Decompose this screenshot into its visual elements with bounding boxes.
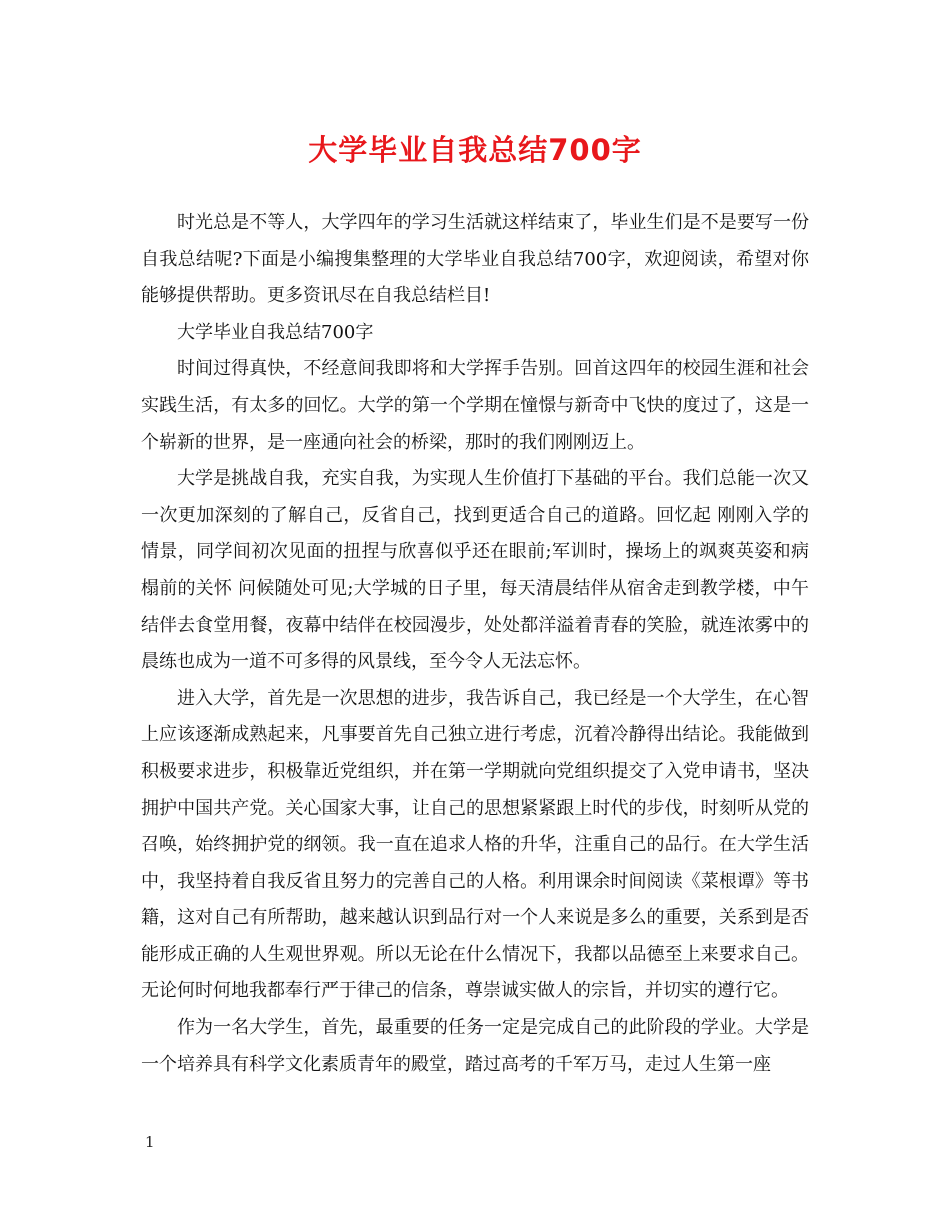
paragraph-intro: 时光总是不等人，大学四年的学习生活就这样结束了，毕业生们是不是要写一份自我总结呢?下面是小编搜集整理的大学毕业自我总结700字，欢迎阅读，希望对你能够提供帮助。更多资讯尽在自我总结栏目! (141, 212, 809, 307)
paragraph-4: 作为一名大学生，首先，最重要的任务一定是完成自己的此阶段的学业。大学是一个培养具有科学文化素质青年的殿堂，踏过高考的千军万马，走过人生第一座 (141, 1017, 809, 1075)
document-title: 大学毕业自我总结700字 (308, 133, 642, 167)
document-body (141, 205, 809, 1083)
paragraph-subtitle: 大学毕业自我总结700字 (177, 321, 374, 343)
paragraph-1: 时间过得真快，不经意间我即将和大学挥手告别。回首这四年的校园生涯和社会实践生活，有太多的回忆。大学的第一个学期在憧憬与新奇中飞快的度过了，这是一个崭新的世界，是一座通向社会的桥梁，那时的我们刚刚迈上。 (141, 358, 809, 453)
paragraph-2: 大学是挑战自我，充实自我，为实现人生价值打下基础的平台。我们总能一次又一次更加深刻的了解自己，反省自己，找到更适合自己的道路。回忆起 刚刚入学的情景，同学间初次见面的扭捏与欣喜似乎还在眼前;军训时，操场上的飒爽英姿和病榻前的关怀 问候随处可见;大学城的日子里，每天清晨结伴从宿舍走到教学楼，中午结伴去食堂用餐，夜幕中结伴在校园漫步，处处都洋溢着青春的笑脸，就连浓雾中的晨练也成为一道不可多得的风景线，至今令人无法忘怀。 (141, 468, 809, 673)
paragraph-3: 进入大学，首先是一次思想的进步，我告诉自己，我已经是一个大学生，在心智上应该逐渐成熟起来，凡事要首先自己独立进行考虑，沉着冷静得出结论。我能做到积极要求进步，积极靠近党组织，并在第一学期就向党组织提交了入党申请书，坚决拥护中国共产党。关心国家大事，让自己的思想紧紧跟上时代的步伐，时刻听从党的召唤，始终拥护党的纲领。我一直在追求人格的升华，注重自己的品行。在大学生活中，我坚持着自我反省且努力的完善自己的人格。利用课余时间阅读《菜根谭》等书籍，这对自己有所帮助，越来越认识到品行对一个人来说是多么的重要，关系到是否能形成正确的人生观世界观。所以无论在什么情况下，我都以品德至上来要求自己。无论何时何地我都奉行严于律己的信条，尊崇诚实做人的宗旨，并切实的遵行它。 (141, 687, 809, 1002)
page-number: 1 (145, 1133, 155, 1151)
